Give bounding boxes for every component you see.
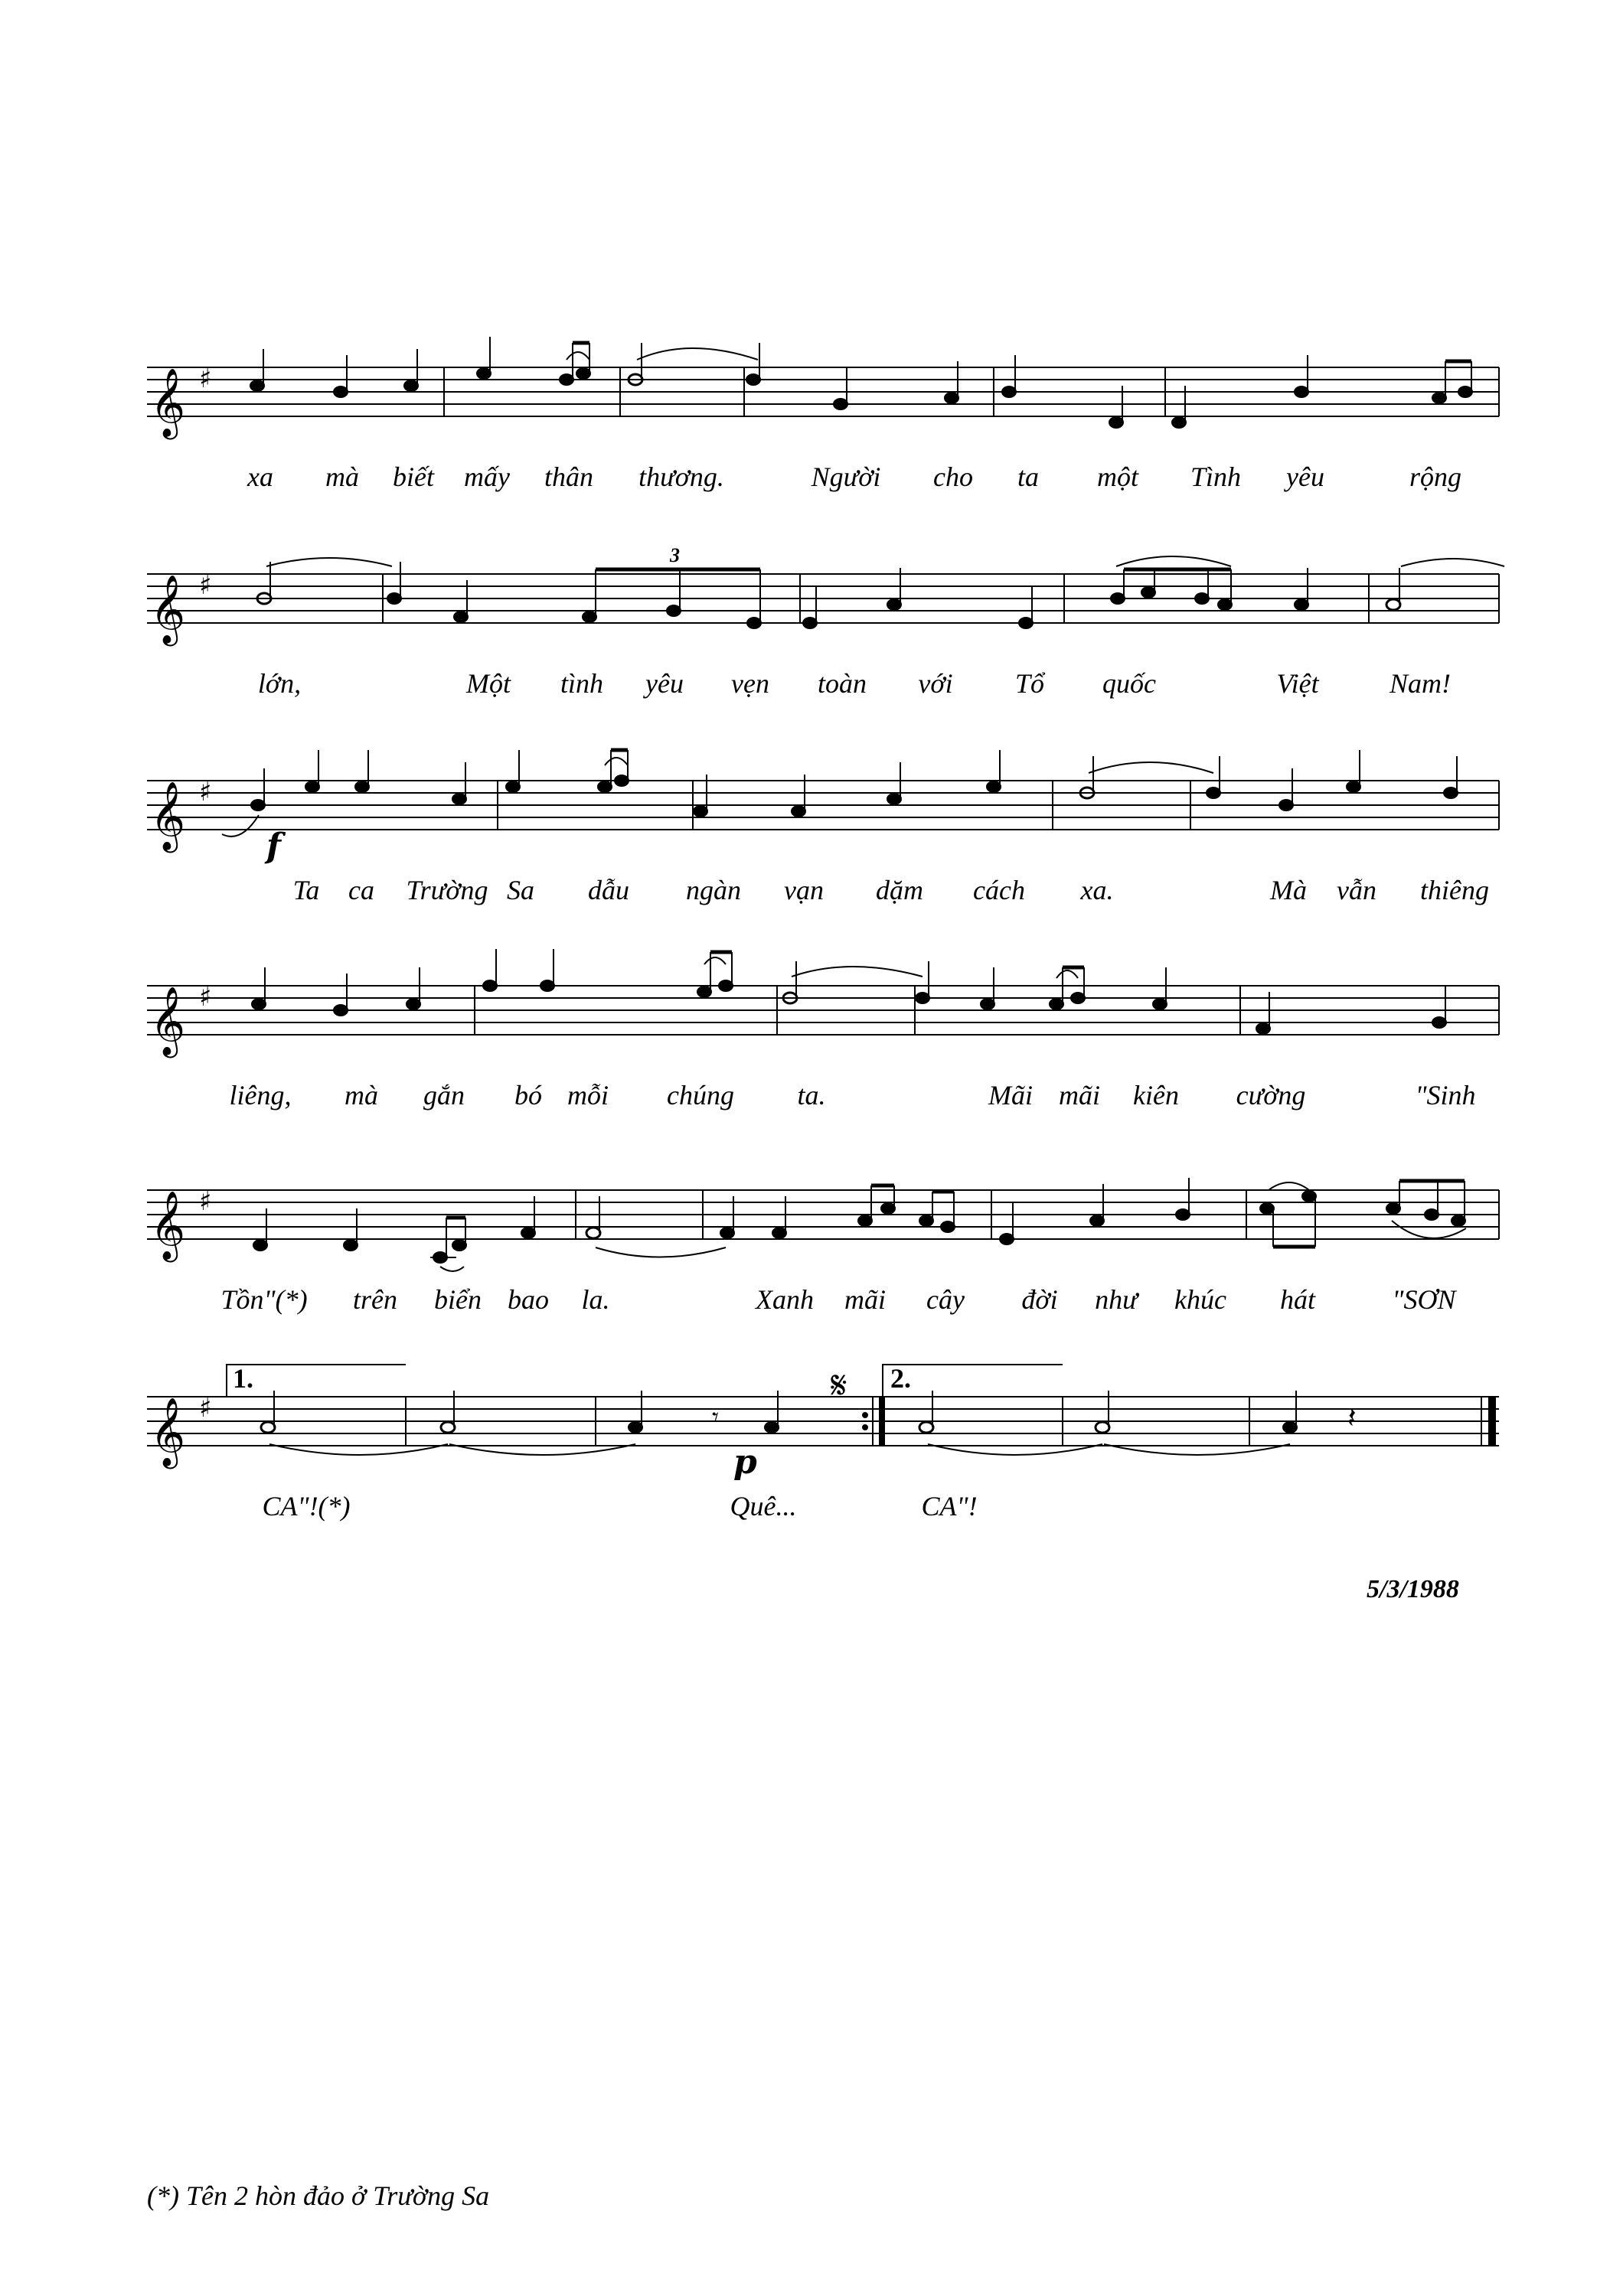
lyric: Trường: [406, 875, 488, 905]
staff-system-1: [0, 329, 1623, 528]
lyric: vẹn: [731, 668, 769, 699]
lyric: Sa: [507, 875, 534, 905]
treble-clef-icon: 𝄞: [150, 575, 186, 644]
lyric: gắn: [423, 1080, 465, 1110]
volta-2-label: 2.: [890, 1363, 911, 1394]
lyric: xa: [247, 461, 273, 492]
eighth-rest-icon: 𝄾: [712, 1402, 720, 1433]
lyric: vẫn: [1337, 875, 1376, 905]
lyric: Nam!: [1390, 668, 1451, 699]
lyric: bao: [508, 1284, 549, 1315]
svg-text:♯: ♯: [199, 570, 212, 601]
lyric: mỗi: [567, 1080, 609, 1110]
lyric: Một: [466, 668, 511, 699]
lyric: xa.: [1080, 875, 1114, 905]
tuplet-marker: 3: [670, 544, 680, 566]
staff-3-notation: [0, 742, 1623, 895]
lyric: tình: [560, 668, 604, 699]
treble-clef-icon: 𝄞: [150, 781, 186, 850]
lyric: Người: [811, 461, 881, 492]
lyric: "Sinh: [1415, 1080, 1476, 1110]
final-barline: [1488, 1397, 1496, 1446]
lyric: Việt: [1276, 668, 1319, 699]
lyric: mà: [345, 1080, 378, 1110]
repeat-barline: [879, 1397, 885, 1446]
lyric: biết: [393, 461, 434, 492]
lyric: "SƠN: [1392, 1284, 1456, 1315]
lyric: hát: [1279, 1284, 1316, 1315]
lyric: Mà: [1270, 875, 1307, 905]
staff-system-2: [0, 536, 1623, 735]
staff-system-6: [0, 1358, 1623, 1557]
lyric: Xanh: [756, 1284, 814, 1315]
lyric: yêu: [645, 668, 684, 699]
staff-5-notation: [0, 1152, 1623, 1305]
dynamic-piano: p: [733, 1443, 757, 1482]
treble-clef-icon: 𝄞: [150, 1397, 186, 1466]
lyric: cách: [973, 875, 1025, 905]
staff-system-5: [0, 1152, 1623, 1351]
lyric: rộng: [1409, 461, 1462, 492]
lyric: kiên: [1133, 1080, 1179, 1110]
lyric: chúng: [667, 1080, 734, 1110]
lyric: ca: [348, 875, 374, 905]
staff-1-notation: [0, 329, 1623, 482]
staff-6-notation: [0, 1358, 1623, 1512]
staff-system-4: [0, 947, 1623, 1146]
dynamic-forte: f: [266, 827, 281, 866]
lyric: vạn: [784, 875, 824, 905]
svg-text:♯: ♯: [199, 364, 212, 394]
staff-system-3: [0, 742, 1623, 941]
lyric: bó: [514, 1080, 542, 1110]
lyric: với: [918, 668, 953, 699]
volta-1-label: 1.: [233, 1363, 253, 1394]
lyric: dặm: [876, 875, 923, 905]
lyric: biển: [434, 1284, 482, 1315]
treble-clef-icon: 𝄞: [150, 1191, 186, 1260]
svg-text:♯: ♯: [199, 982, 212, 1013]
lyric: Quê...: [730, 1491, 797, 1521]
lyric: Tình: [1190, 461, 1242, 492]
lyric: Tồn"(*): [220, 1284, 308, 1315]
lyric: khúc: [1174, 1284, 1226, 1315]
lyric: cây: [926, 1284, 965, 1315]
lyric: ta: [1017, 461, 1040, 492]
lyric: thân: [544, 461, 594, 492]
lyric: cường: [1236, 1080, 1306, 1110]
lyric: ngàn: [686, 875, 741, 905]
lyric: Ta: [292, 875, 320, 905]
lyric: Tổ: [1014, 668, 1045, 699]
lyric: dẫu: [588, 875, 629, 905]
lyric: đời: [1021, 1284, 1058, 1315]
lyric: ta.: [797, 1080, 826, 1110]
lyric: CA"!: [921, 1491, 978, 1521]
composition-date: 5/3/1988: [1367, 1575, 1459, 1603]
segno-icon: 𝄋: [831, 1363, 847, 1407]
lyric: trên: [353, 1284, 397, 1315]
lyric: cho: [933, 461, 973, 492]
lyric: liêng,: [229, 1080, 292, 1110]
lyric: lớn,: [257, 668, 302, 699]
lyric: mãi: [844, 1284, 886, 1315]
treble-clef-icon: 𝄞: [150, 368, 186, 437]
lyric: như: [1095, 1284, 1138, 1315]
svg-text:♯: ♯: [199, 777, 212, 807]
lyric: Mãi: [988, 1080, 1033, 1110]
lyric: mà: [325, 461, 359, 492]
lyric: la.: [581, 1284, 610, 1315]
lyric: mấy: [464, 461, 510, 492]
lyric: toàn: [817, 668, 867, 699]
lyric: một: [1097, 461, 1138, 492]
lyric: mãi: [1059, 1080, 1100, 1110]
quarter-rest-icon: 𝄽: [1347, 1401, 1357, 1434]
lyric: thương.: [638, 461, 724, 492]
lyric: yêu: [1286, 461, 1324, 492]
lyric: quốc: [1102, 668, 1156, 699]
lyric: thiêng: [1420, 875, 1489, 905]
staff-2-notation: [0, 536, 1623, 689]
svg-text:♯: ♯: [199, 1186, 212, 1217]
lyric: CA"!(*): [262, 1491, 351, 1521]
footnote: (*) Tên 2 hòn đảo ở Trường Sa: [147, 2180, 490, 2211]
svg-text:♯: ♯: [199, 1393, 212, 1424]
staff-4-notation: [0, 947, 1623, 1101]
treble-clef-icon: 𝄞: [150, 987, 186, 1055]
